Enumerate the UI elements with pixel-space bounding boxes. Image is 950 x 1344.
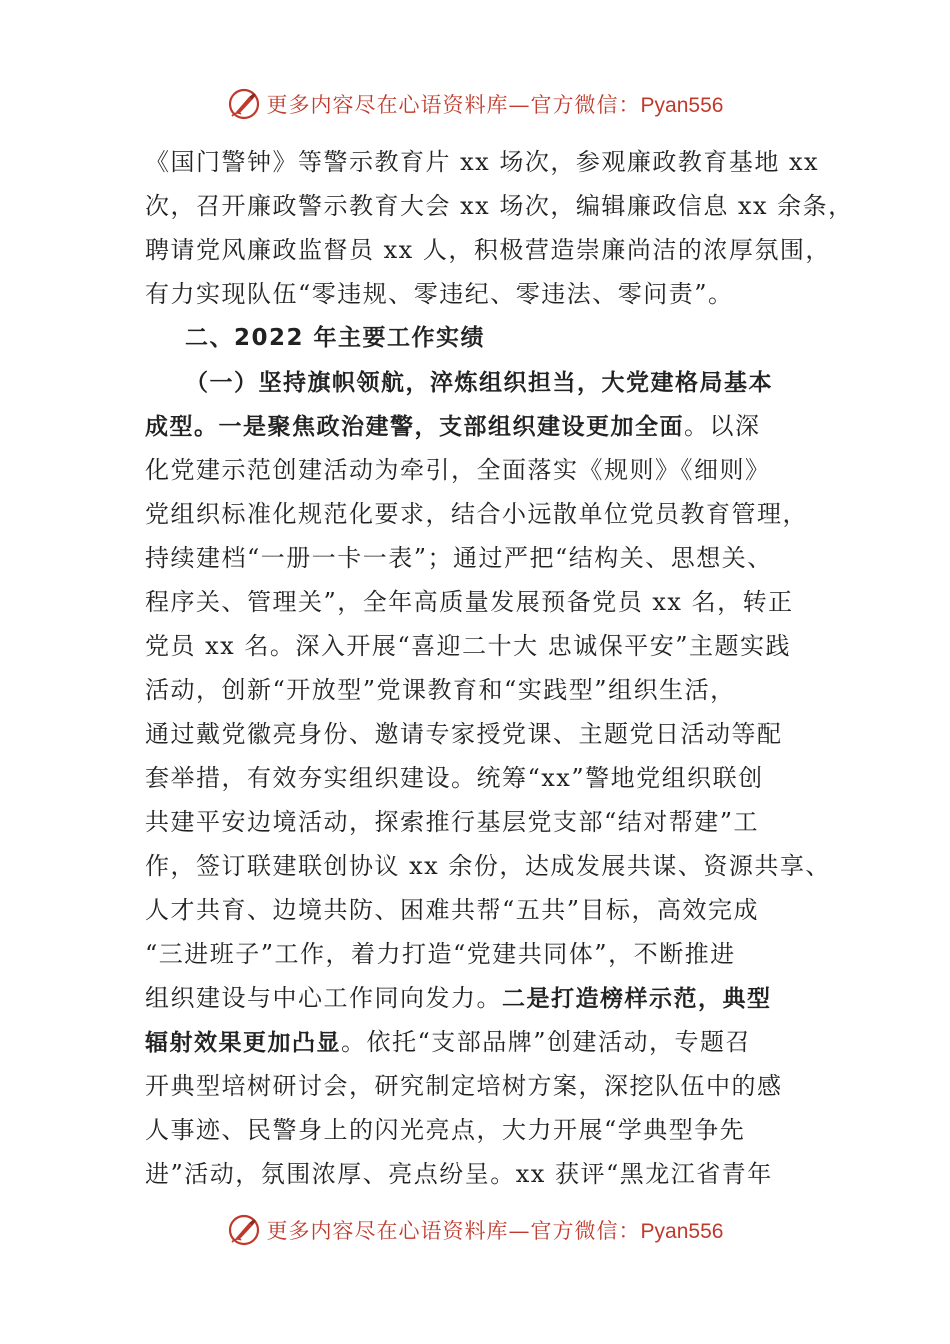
body-text: 有力实现队伍“零违规、零违纪、零违法、零问责”。 [145,280,734,308]
text-line [145,624,825,668]
bold-text: 成型。一是聚焦政治建警，支部组织建设更加全面 [145,414,684,440]
banner-text: 更多内容尽在心语资料库—官方微信：Pyan556 [266,93,724,117]
pen-logo-icon [227,1213,261,1247]
banner-text: 更多内容尽在心语资料库—官方微信：Pyan556 [266,1219,724,1243]
wechat-id: Pyan556 [640,94,724,117]
body-text: 。以深 [684,412,761,440]
wechat-id: Pyan556 [640,1220,724,1243]
text-line [145,492,825,536]
body-text: 程序关、管理关”，全年高质量发展预备党员 xx 名，转正 [145,588,794,616]
body-text: 《国门警钟》等警示教育片 xx 场次，参观廉政教育基地 xx [145,148,820,176]
text-line [145,712,825,756]
bold-text: 二是打造榜样示范，典型 [502,986,772,1012]
body-text: 活动，创新“开放型”党课教育和“实践型”组织生活， [145,676,736,704]
body-text: 组织建设与中心工作同向发力。 [145,984,502,1012]
text-line [145,932,825,976]
text-line [145,844,831,888]
header-banner [0,84,950,124]
text-line [145,228,831,272]
text-line [145,272,825,316]
text-line [145,756,825,800]
document-body [145,140,854,1196]
text-line [145,448,825,492]
text-line [145,1064,825,1108]
body-text: 共建平安边境活动，探索推行基层党支部“结对帮建”工 [145,808,760,836]
text-line [145,888,825,932]
body-text: 通过戴党徽亮身份、邀请专家授党课、主题党日活动等配 [145,720,783,748]
text-line [145,184,854,228]
text-line [145,404,825,448]
body-text: 人才共育、边境共防、困难共帮“五共”目标，高效完成 [145,896,760,924]
body-text: 开典型培树研讨会，研究制定培树方案，深挖队伍中的感 [145,1072,783,1100]
text-line [145,316,825,360]
body-text: 党组织标准化规范化要求，结合小远散单位党员教育管理， [145,500,808,528]
body-text: 聘请党风廉政监督员 xx 人，积极营造崇廉尚洁的浓厚氛围， [145,236,831,264]
body-text: 人事迹、民警身上的闪光亮点，大力开展“学典型争先 [145,1116,746,1144]
footer-banner [0,1210,950,1250]
pen-logo-icon [227,87,261,121]
text-line [145,1108,825,1152]
body-text: 化党建示范创建活动为牵引，全面落实《规则》《细则》 [145,456,771,484]
text-line [145,140,825,184]
body-text: “三进班子”工作，着力打造“党建共同体”，不断推进 [145,940,736,968]
bold-text: 辐射效果更加凸显 [145,1030,341,1056]
body-text: 次，召开廉政警示教育大会 xx 场次，编辑廉政信息 xx 余条， [145,192,854,220]
text-line [145,668,825,712]
text-line [145,800,825,844]
bold-text: （一）坚持旗帜领航，淬炼组织担当，大党建格局基本 [185,370,773,396]
body-text: 持续建档“一册一卡一表”；通过严把“结构关、思想关、 [145,544,773,572]
text-line [145,976,825,1020]
body-text: 。依托“支部品牌”创建活动，专题召 [341,1028,752,1056]
body-text: 套举措，有效夯实组织建设。统筹“xx”警地党组织联创 [145,764,764,792]
body-text: 进”活动，氛围浓厚、亮点纷呈。xx 获评“黑龙江省青年 [145,1160,773,1188]
text-line [145,1020,825,1064]
body-text: 党员 xx 名。深入开展“喜迎二十大 忠诚保平安”主题实践 [145,632,791,660]
bold-text: 二、2022 年主要工作实绩 [185,325,486,351]
text-line [145,536,825,580]
text-line [145,580,825,624]
text-line [145,1152,825,1196]
text-line [145,360,825,404]
body-text: 作，签订联建联创协议 xx 余份，达成发展共谋、资源共享、 [145,852,831,880]
